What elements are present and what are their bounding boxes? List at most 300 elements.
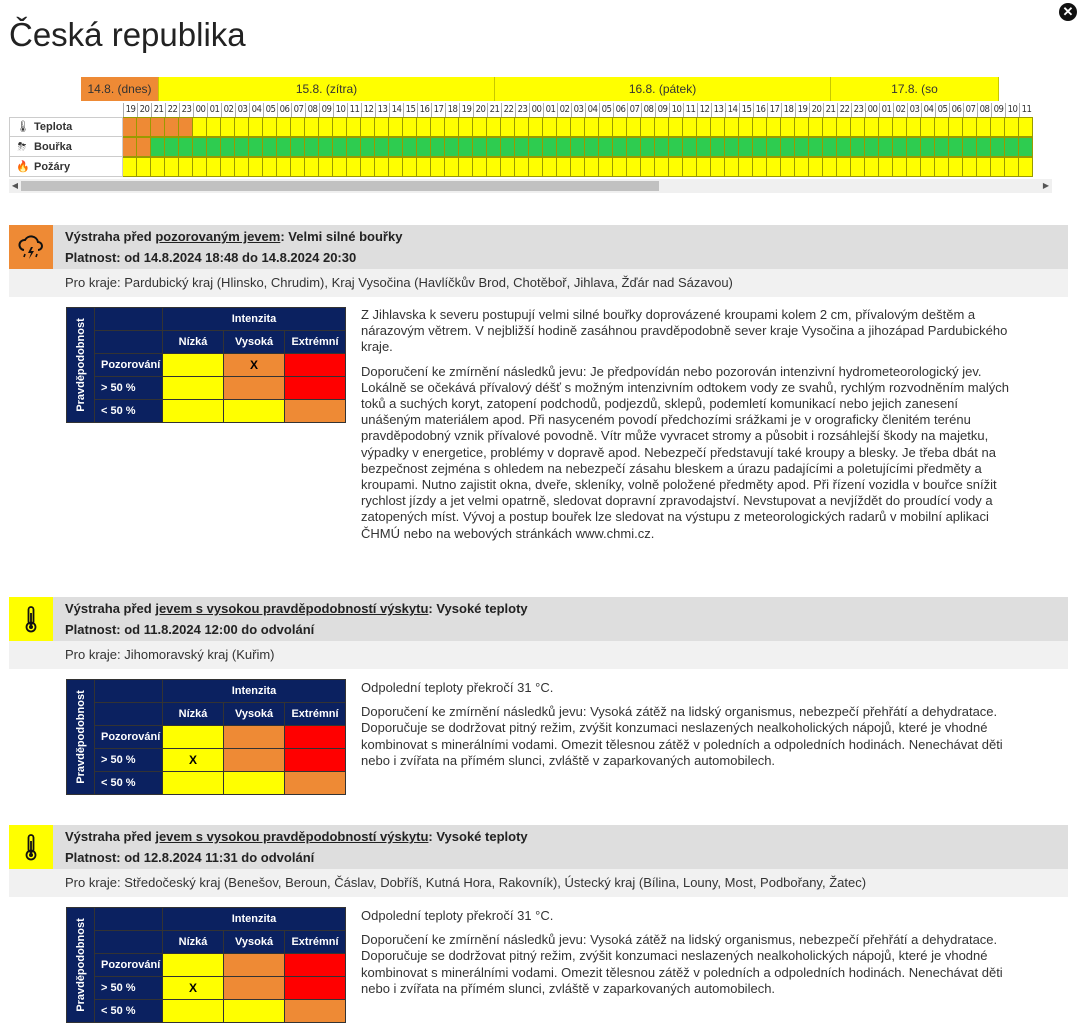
timeline-cell[interactable] <box>767 137 781 157</box>
timeline-hour: 05 <box>599 103 613 117</box>
timeline-hour: 05 <box>263 103 277 117</box>
timeline-cell[interactable] <box>1019 157 1033 177</box>
timeline-cell[interactable] <box>137 157 151 177</box>
timeline-hour: 09 <box>319 103 333 117</box>
warning-title <box>65 601 528 616</box>
timeline-cell[interactable] <box>207 157 221 177</box>
timeline-cell[interactable] <box>571 137 585 157</box>
timeline-hour: 16 <box>417 103 431 117</box>
timeline-cell[interactable] <box>305 157 319 177</box>
timeline-cell[interactable] <box>137 137 151 157</box>
warning-regions: Pro kraje: Středočeský kraj (Benešov, Beroun, Čáslav, Dobříš, Kutná Hora, Rakovník), Ústecký kraj (Bílina, Louny, Most, Podbořany, Žatec) <box>9 869 1068 897</box>
timeline-cell[interactable] <box>389 157 403 177</box>
warning-header <box>9 225 1068 269</box>
timeline-cell[interactable] <box>431 117 445 137</box>
scroll-right-arrow-icon[interactable]: ▶ <box>1042 181 1050 190</box>
timeline-cell[interactable] <box>711 137 725 157</box>
timeline-row-label-požáry <box>9 157 123 177</box>
timeline-cell[interactable] <box>179 117 193 137</box>
timeline-cell[interactable] <box>305 137 319 157</box>
timeline-cell[interactable] <box>879 137 893 157</box>
timeline-cell[interactable] <box>501 157 515 177</box>
warning-description <box>361 680 1013 777</box>
timeline-cell[interactable] <box>781 157 795 177</box>
warning-type-link[interactable]: jevem s vysokou pravděpodobností výskytu <box>155 601 429 616</box>
timeline-cell[interactable] <box>459 157 473 177</box>
timeline-cell[interactable] <box>291 117 305 137</box>
timeline-hour: 00 <box>529 103 543 117</box>
timeline-hour: 02 <box>221 103 235 117</box>
timeline-cell[interactable] <box>921 157 935 177</box>
timeline-cell[interactable] <box>165 117 179 137</box>
timeline-cell[interactable] <box>487 137 501 157</box>
timeline-cell[interactable] <box>389 137 403 157</box>
matrix-col-header: Vysoká <box>224 703 285 726</box>
timeline-cell[interactable] <box>235 137 249 157</box>
timeline-cell[interactable] <box>697 117 711 137</box>
matrix-cell <box>285 749 346 772</box>
timeline-cell[interactable] <box>795 157 809 177</box>
matrix-col-header: Nízká <box>163 703 224 726</box>
timeline-cell[interactable] <box>403 157 417 177</box>
timeline-cell[interactable] <box>823 137 837 157</box>
timeline-cell[interactable] <box>655 157 669 177</box>
timeline-cell[interactable] <box>851 137 865 157</box>
warning-paragraph: Odpolední teploty překročí 31 °C. <box>361 680 554 695</box>
matrix-cell <box>224 1000 285 1023</box>
timeline-cell[interactable] <box>753 157 767 177</box>
timeline-cell[interactable] <box>431 157 445 177</box>
timeline-cell[interactable] <box>949 137 963 157</box>
timeline-cell[interactable] <box>767 157 781 177</box>
timeline-cell[interactable] <box>907 157 921 177</box>
warning-type-link[interactable]: jevem s vysokou pravděpodobností výskytu <box>155 829 429 844</box>
matrix-row-header: > 50 % <box>95 977 163 1000</box>
timeline-cell[interactable] <box>767 117 781 137</box>
timeline-cell[interactable] <box>473 157 487 177</box>
timeline-cell[interactable] <box>837 117 851 137</box>
horizontal-scrollbar[interactable] <box>9 179 1052 193</box>
timeline-cell[interactable] <box>655 117 669 137</box>
timeline-cell[interactable] <box>599 117 613 137</box>
timeline-cell[interactable] <box>823 157 837 177</box>
timeline-hour: 06 <box>949 103 963 117</box>
timeline-cell[interactable] <box>333 157 347 177</box>
timeline-day-0[interactable]: 14.8. (dnes) <box>81 77 159 101</box>
timeline-cell[interactable] <box>417 137 431 157</box>
timeline-cell[interactable] <box>739 157 753 177</box>
timeline-hour: 09 <box>991 103 1005 117</box>
timeline-cell[interactable] <box>529 117 543 137</box>
timeline-cell[interactable] <box>473 117 487 137</box>
timeline-cell[interactable] <box>557 157 571 177</box>
timeline-cell[interactable] <box>893 157 907 177</box>
timeline-cell[interactable] <box>1005 157 1019 177</box>
timeline-cell[interactable] <box>753 137 767 157</box>
timeline-cell[interactable] <box>515 157 529 177</box>
warning-block <box>9 225 1068 541</box>
timeline-cell[interactable] <box>207 117 221 137</box>
timeline-hour: 03 <box>235 103 249 117</box>
timeline-cell[interactable] <box>669 157 683 177</box>
timeline-cell[interactable] <box>543 137 557 157</box>
timeline-cell[interactable] <box>627 137 641 157</box>
timeline-hour: 19 <box>123 103 137 117</box>
timeline-cell[interactable] <box>445 137 459 157</box>
timeline-cell[interactable] <box>459 117 473 137</box>
warning-regions: Pro kraje: Jihomoravský kraj (Kuřim) <box>9 641 1068 669</box>
timeline-day-1[interactable]: 15.8. (zítra) <box>159 77 495 101</box>
timeline-cell[interactable] <box>949 117 963 137</box>
timeline-hour: 22 <box>837 103 851 117</box>
timeline-cell[interactable] <box>151 117 165 137</box>
timeline-cell[interactable] <box>1019 137 1033 157</box>
timeline-cell[interactable] <box>375 157 389 177</box>
timeline-cell[interactable] <box>305 117 319 137</box>
timeline-cell[interactable] <box>515 117 529 137</box>
timeline-cell[interactable] <box>613 137 627 157</box>
timeline-hour: 10 <box>669 103 683 117</box>
timeline-cell[interactable] <box>963 137 977 157</box>
warning-title <box>65 229 402 244</box>
timeline-cell[interactable] <box>361 157 375 177</box>
timeline-cell[interactable] <box>725 117 739 137</box>
timeline-cell[interactable] <box>347 117 361 137</box>
timeline-hour: 14 <box>389 103 403 117</box>
timeline-cell[interactable] <box>277 117 291 137</box>
timeline-cell[interactable] <box>935 137 949 157</box>
matrix-cell <box>224 749 285 772</box>
timeline-cell[interactable] <box>319 117 333 137</box>
timeline-cell[interactable] <box>473 137 487 157</box>
timeline-cell[interactable] <box>585 157 599 177</box>
timeline-cell[interactable] <box>627 157 641 177</box>
timeline-cell[interactable] <box>725 157 739 177</box>
timeline-cell[interactable] <box>459 137 473 157</box>
timeline-row-label-text: Bouřka <box>34 140 72 153</box>
timeline-cell[interactable] <box>123 117 137 137</box>
timeline-cell[interactable] <box>837 137 851 157</box>
timeline-cell[interactable] <box>753 117 767 137</box>
timeline-cell[interactable] <box>935 117 949 137</box>
timeline-cell[interactable] <box>907 117 921 137</box>
matrix-corner <box>95 703 163 726</box>
timeline-cell[interactable] <box>921 117 935 137</box>
timeline-hour: 20 <box>473 103 487 117</box>
timeline-cell[interactable] <box>123 157 137 177</box>
timeline-cell[interactable] <box>795 117 809 137</box>
timeline-cell[interactable] <box>865 117 879 137</box>
timeline-hour: 12 <box>697 103 711 117</box>
timeline-cell[interactable] <box>249 137 263 157</box>
warning-type-link[interactable]: pozorovaným jevem <box>155 229 281 244</box>
matrix-col-header: Extrémní <box>285 331 346 354</box>
matrix-intensity-label: Intenzita <box>163 680 346 703</box>
timeline-cell[interactable] <box>725 137 739 157</box>
timeline-cell[interactable] <box>557 117 571 137</box>
warning-validity: Platnost: od 11.8.2024 12:00 do odvolání <box>65 622 315 637</box>
timeline-cell[interactable] <box>697 137 711 157</box>
timeline-cell[interactable] <box>529 157 543 177</box>
timeline-cell[interactable] <box>809 137 823 157</box>
timeline-cell[interactable] <box>235 157 249 177</box>
matrix-cell <box>163 726 224 749</box>
timeline-day-3[interactable]: 17.8. (so <box>831 77 999 101</box>
timeline-cell[interactable] <box>599 157 613 177</box>
timeline-cell[interactable] <box>907 137 921 157</box>
timeline-cell[interactable] <box>221 157 235 177</box>
warning-title-prefix: Výstraha před <box>65 601 156 616</box>
timeline-cell[interactable] <box>655 137 669 157</box>
timeline-cell[interactable] <box>445 157 459 177</box>
timeline-hour: 07 <box>291 103 305 117</box>
matrix-cell <box>285 977 346 1000</box>
timeline-cell[interactable] <box>319 137 333 157</box>
storm-icon: ⛈ <box>17 140 27 153</box>
timeline-cell[interactable] <box>1019 117 1033 137</box>
timeline-cell[interactable] <box>1005 137 1019 157</box>
timeline-hour: 12 <box>361 103 375 117</box>
matrix-probability-label <box>67 308 95 423</box>
timeline-cell[interactable] <box>137 117 151 137</box>
timeline-cell[interactable] <box>613 117 627 137</box>
timeline-cell[interactable] <box>851 117 865 137</box>
timeline-cell[interactable] <box>333 137 347 157</box>
scroll-thumb[interactable] <box>21 181 659 191</box>
warning-header <box>9 825 1068 869</box>
timeline-cell[interactable] <box>641 157 655 177</box>
timeline-cell[interactable] <box>151 157 165 177</box>
timeline-hour: 04 <box>585 103 599 117</box>
timeline-cell[interactable] <box>893 137 907 157</box>
timeline-cell[interactable] <box>263 117 277 137</box>
matrix-row-header: > 50 % <box>95 749 163 772</box>
timeline-cell[interactable] <box>417 117 431 137</box>
timeline-cell[interactable] <box>683 157 697 177</box>
timeline-cell[interactable] <box>893 117 907 137</box>
warning-paragraph: Doporučení ke zmírnění následků jevu: Vysoká zátěž na lidský organismus, nebezpečí přehřátí a dehydratace. Doporučuje se dodržovat pitný režim, zvýšit konzumaci neslazených nealkoholických nápojů, které je vhodné kombinovat s minerálními vodami. Omezit tělesnou zátěž v poledních a odpoledních hodinách. Nenechávat děti nebo i zvířata na přímém slunci, zvláště v zaparkovaných automobilech. <box>361 704 1003 768</box>
timeline-cell[interactable] <box>291 157 305 177</box>
risk-matrix <box>66 907 346 1023</box>
timeline-hour: 17 <box>431 103 445 117</box>
timeline-cell[interactable] <box>613 157 627 177</box>
timeline-cell[interactable] <box>361 137 375 157</box>
timeline-cell[interactable] <box>739 137 753 157</box>
timeline-cell[interactable] <box>781 117 795 137</box>
timeline-cell[interactable] <box>585 117 599 137</box>
timeline-cell[interactable] <box>543 117 557 137</box>
timeline-cell[interactable] <box>879 157 893 177</box>
timeline-hour: 08 <box>641 103 655 117</box>
timeline-hour: 23 <box>515 103 529 117</box>
timeline-cell[interactable] <box>249 157 263 177</box>
timeline-cell[interactable] <box>375 117 389 137</box>
timeline-cell[interactable] <box>263 137 277 157</box>
timeline-row-label-teplota <box>9 117 123 137</box>
timeline-cell[interactable] <box>221 117 235 137</box>
timeline-cell[interactable] <box>991 157 1005 177</box>
timeline-cell[interactable] <box>795 137 809 157</box>
timeline-cell[interactable] <box>277 157 291 177</box>
matrix-cell: X <box>224 354 285 377</box>
matrix-cell <box>285 377 346 400</box>
timeline-cell[interactable] <box>487 117 501 137</box>
timeline-cell[interactable] <box>221 137 235 157</box>
warning-title <box>65 829 528 844</box>
timeline-cell[interactable] <box>333 117 347 137</box>
timeline-cell[interactable] <box>403 137 417 157</box>
timeline-hour: 08 <box>977 103 991 117</box>
timeline-cell[interactable] <box>235 117 249 137</box>
timeline-cell[interactable] <box>683 137 697 157</box>
timeline-cell[interactable] <box>991 137 1005 157</box>
timeline-day-2[interactable]: 16.8. (pátek) <box>495 77 831 101</box>
timeline-cell[interactable] <box>669 117 683 137</box>
timeline-hour: 00 <box>193 103 207 117</box>
timeline-cell[interactable] <box>935 157 949 177</box>
timeline-cell[interactable] <box>249 117 263 137</box>
timeline-cell[interactable] <box>865 157 879 177</box>
timeline-cell[interactable] <box>319 157 333 177</box>
matrix-corner <box>95 308 163 331</box>
timeline-cell[interactable] <box>165 157 179 177</box>
warning-paragraph: Doporučení ke zmírnění následků jevu: Vysoká zátěž na lidský organismus, nebezpečí přehřátí a dehydratace. Doporučuje se dodržovat pitný režim, zvýšit konzumaci neslazených nealkoholických nápojů, které je vhodné kombinovat s minerálními vodami. Omezit tělesnou zátěž v poledních a odpoledních hodinách. Nenechávat děti nebo i zvířata na přímém slunci, zvláště v zaparkovaných automobilech. <box>361 932 1003 996</box>
timeline-cell[interactable] <box>977 157 991 177</box>
timeline-cell[interactable] <box>669 137 683 157</box>
timeline-hour: 04 <box>249 103 263 117</box>
timeline-cell[interactable] <box>641 117 655 137</box>
timeline-cell[interactable] <box>571 117 585 137</box>
matrix-col-header: Nízká <box>163 931 224 954</box>
timeline-cell[interactable] <box>963 117 977 137</box>
matrix-cell <box>163 772 224 795</box>
timeline-cell[interactable] <box>1005 117 1019 137</box>
timeline-cell[interactable] <box>991 117 1005 137</box>
timeline-hour: 01 <box>207 103 221 117</box>
timeline-cell[interactable] <box>501 117 515 137</box>
timeline-cell[interactable] <box>417 157 431 177</box>
close-icon[interactable]: ✕ <box>1059 3 1077 21</box>
timeline-cell[interactable] <box>515 137 529 157</box>
timeline-cell[interactable] <box>641 137 655 157</box>
timeline-cell[interactable] <box>529 137 543 157</box>
risk-matrix <box>66 679 346 795</box>
timeline-hour: 03 <box>907 103 921 117</box>
timeline-cell[interactable] <box>585 137 599 157</box>
timeline-cell[interactable] <box>193 157 207 177</box>
timeline-cell[interactable] <box>599 137 613 157</box>
timeline-cell[interactable] <box>193 137 207 157</box>
timeline-cell[interactable] <box>557 137 571 157</box>
timeline-cell[interactable] <box>627 117 641 137</box>
timeline-cell[interactable] <box>837 157 851 177</box>
storm-icon <box>9 225 53 269</box>
timeline-cell[interactable] <box>543 157 557 177</box>
timeline-cell[interactable] <box>193 117 207 137</box>
timeline-hour: 18 <box>445 103 459 117</box>
matrix-cell <box>285 772 346 795</box>
timeline-hour: 09 <box>655 103 669 117</box>
timeline-cell[interactable] <box>445 117 459 137</box>
matrix-col-header: Nízká <box>163 331 224 354</box>
timeline-cell[interactable] <box>977 137 991 157</box>
timeline-cell[interactable] <box>347 157 361 177</box>
timeline-cell[interactable] <box>851 157 865 177</box>
timeline-cell[interactable] <box>711 157 725 177</box>
matrix-cell <box>285 354 346 377</box>
timeline-cell[interactable] <box>151 137 165 157</box>
warning-paragraph: Z Jihlavska k severu postupují velmi silné bouřky doprovázené kroupami kolem 2 cm, přívalovým deštěm a nárazovým větrem. V nejbližší hodině zasáhnou pravděpodobně sever kraje Vysočina a jihozápad Pardubického kraje. <box>361 307 1008 355</box>
timeline-cell[interactable] <box>501 137 515 157</box>
timeline-row-label-text: Teplota <box>34 121 73 133</box>
scroll-left-arrow-icon[interactable]: ◀ <box>11 181 19 190</box>
timeline-cell[interactable] <box>207 137 221 157</box>
timeline-cell[interactable] <box>291 137 305 157</box>
timeline-cell[interactable] <box>921 137 935 157</box>
matrix-cell <box>285 1000 346 1023</box>
timeline-cell[interactable] <box>361 117 375 137</box>
warning-title-prefix: Výstraha před <box>65 229 156 244</box>
timeline-cell[interactable] <box>347 137 361 157</box>
timeline-cell[interactable] <box>389 117 403 137</box>
timeline-cell[interactable] <box>879 117 893 137</box>
matrix-row-header: < 50 % <box>95 1000 163 1023</box>
timeline-cell[interactable] <box>781 137 795 157</box>
fire-icon: 🔥 <box>16 160 30 173</box>
timeline-cell[interactable] <box>949 157 963 177</box>
timeline-hour: 15 <box>739 103 753 117</box>
matrix-probability-text: Pravděpodobnost <box>74 318 87 412</box>
matrix-cell <box>224 400 285 423</box>
timeline-cell[interactable] <box>571 157 585 177</box>
timeline-cell[interactable] <box>809 157 823 177</box>
timeline-cell[interactable] <box>375 137 389 157</box>
warning-description <box>361 307 1013 550</box>
timeline-cell[interactable] <box>403 117 417 137</box>
matrix-row-header: < 50 % <box>95 400 163 423</box>
warning-description <box>361 908 1013 1005</box>
timeline-cell[interactable] <box>977 117 991 137</box>
warning-title-suffix: : Velmi silné bouřky <box>280 229 403 244</box>
warning-header <box>9 597 1068 641</box>
timeline-cell[interactable] <box>823 117 837 137</box>
matrix-cell <box>224 977 285 1000</box>
timeline-cell[interactable] <box>711 117 725 137</box>
timeline-cell[interactable] <box>179 137 193 157</box>
matrix-intensity-label: Intenzita <box>163 308 346 331</box>
timeline-cell[interactable] <box>263 157 277 177</box>
timeline-hour: 18 <box>781 103 795 117</box>
timeline-hour: 00 <box>865 103 879 117</box>
timeline-hour: 06 <box>613 103 627 117</box>
timeline-cell[interactable] <box>865 137 879 157</box>
timeline-cell[interactable] <box>431 137 445 157</box>
timeline-cell[interactable] <box>179 157 193 177</box>
timeline-cell[interactable] <box>487 157 501 177</box>
timeline-cell[interactable] <box>739 117 753 137</box>
timeline-cell[interactable] <box>963 157 977 177</box>
timeline-cell[interactable] <box>165 137 179 157</box>
timeline-hour: 02 <box>893 103 907 117</box>
timeline-cell[interactable] <box>809 117 823 137</box>
warning-title-suffix: : Vysoké teploty <box>428 829 528 844</box>
timeline-cell[interactable] <box>697 157 711 177</box>
timeline-cell[interactable] <box>277 137 291 157</box>
timeline-cell[interactable] <box>123 137 137 157</box>
warning-title-prefix: Výstraha před <box>65 829 156 844</box>
timeline-cell[interactable] <box>683 117 697 137</box>
timeline-hour: 13 <box>375 103 389 117</box>
